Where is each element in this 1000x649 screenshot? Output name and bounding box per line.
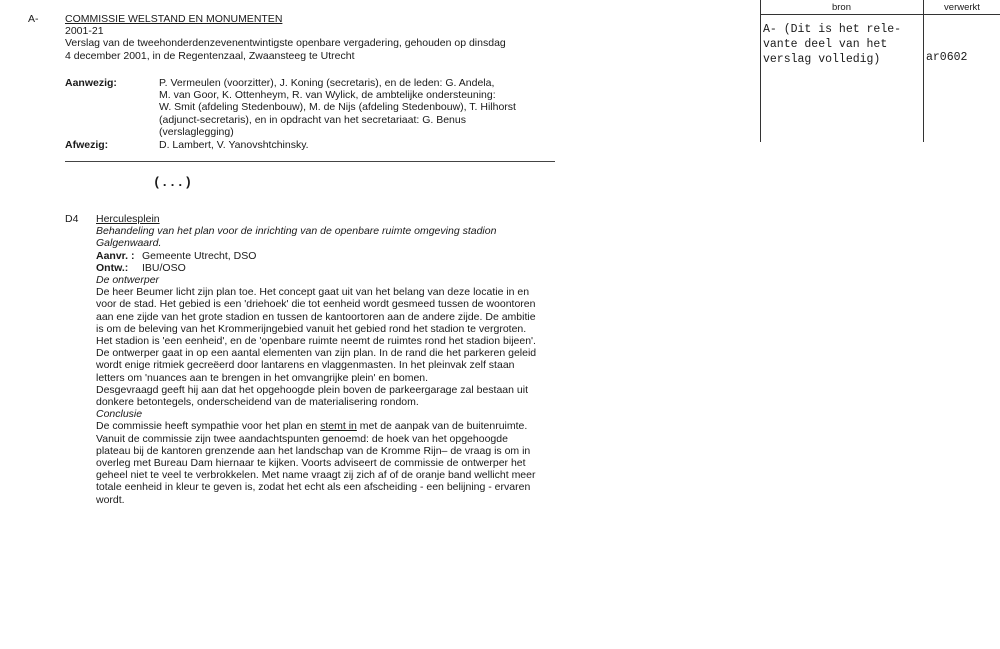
conclusion-paragraph-line: wordt.	[96, 493, 125, 506]
source-note-line: vante deel van het	[763, 38, 888, 51]
designer-heading: De ontwerper	[96, 274, 160, 287]
agenda-item	[96, 213, 536, 506]
source-note	[763, 22, 901, 67]
designer-paragraph-line: aan ene zijde van het grote stadion en tussen de kantoortoren aan de andere zijde. De ambitie	[96, 310, 536, 323]
designer-row	[96, 262, 536, 274]
conclusion-paragraph-line: overleg met Bureau Dam hiernaar te kijken. Voorts adviseert de commissie de ontwerper het	[96, 457, 526, 470]
source-column-header: bron	[831, 2, 851, 13]
report-line-2: 4 december 2001, in de Regentenzaal, Zwaansteeg te Utrecht	[65, 49, 355, 62]
item-code: D4	[65, 213, 79, 225]
designer-paragraph-line: De heer Beumer licht zijn plan toe. Het concept gaat uit van het belang van deze locatie in en	[96, 286, 530, 299]
present-line: W. Smit (afdeling Stedenbouw), M. de Nijs (afdeling Stedenbouw), T. Hilhorst	[159, 101, 516, 114]
commission-title: COMMISSIE WELSTAND EN MONUMENTEN	[65, 13, 283, 25]
conclusion-text: met de aanpak van de buitenruimte.	[356, 420, 528, 433]
source-table	[760, 0, 1000, 142]
table-border-left	[760, 0, 761, 142]
item-subtitle-line: Behandeling van het plan voor de inrichting van de openbare ruimte omgeving stadion	[96, 225, 497, 238]
absent-value: D. Lambert, V. Yanovshtchinsky.	[159, 139, 309, 151]
absent-label: Afwezig:	[65, 139, 109, 151]
applicant-row	[96, 250, 536, 262]
present-line: (verslaglegging)	[159, 125, 234, 138]
meeting-number: 2001-21	[65, 25, 104, 38]
designer-paragraph-line: Desgevraagd geeft hij aan dat het opgehoogde plein boven de parkeergarage zal bestaan uit	[96, 383, 528, 396]
source-note-line: verslag volledig)	[763, 53, 881, 66]
designer-paragraph-line: voor de stad. Het gebied is een 'driehoek' die tot eenheid wordt gesmeed tussen de woontoren	[96, 298, 536, 311]
omission-ellipsis: (...)	[153, 175, 193, 190]
conclusion-verdict: stemt in	[320, 420, 357, 433]
applicant-value: Gemeente Utrecht, DSO	[142, 249, 257, 262]
present-list	[159, 77, 516, 138]
designer-paragraph-line: is om de beleving van het Krommerijngebied vanuit het gebied rond het stadion te vergroten.	[96, 322, 527, 335]
present-line: M. van Goor, K. Ottenheym, R. van Wylick, de ambtelijke ondersteuning:	[159, 89, 496, 102]
conclusion-first-line	[96, 420, 536, 432]
table-column-divider	[923, 0, 924, 142]
report-line-1: Verslag van de tweehonderdenzevenentwintigste openbare vergadering, gehouden op dinsdag	[65, 37, 506, 50]
designer-paragraph-line: letters om 'nuances aan te brengen in het omvangrijke plein' en bomen.	[96, 371, 429, 384]
conclusion-paragraph-line: geheel niet te veel te verbrokkelen. Met name vraagt zij zich af of de oranje band wellicht meer	[96, 469, 536, 482]
item-title: Herculesplein	[96, 213, 160, 225]
present-line: P. Vermeulen (voorzitter), J. Koning (secretaris), en de leden: G. Andela,	[159, 77, 495, 89]
conclusion-heading: Conclusie	[96, 408, 143, 421]
conclusion-text: De commissie heeft sympathie voor het plan en	[96, 420, 321, 433]
conclusion-paragraph-line: plateau bij de kantoren grenzende aan het landschap van de Kromme Rijn– de vraag is om in	[96, 444, 531, 457]
designer-paragraph-line: De ontwerper gaat in op een aantal elementen van zijn plan. In de rand die het parkeren geleid	[96, 347, 537, 360]
designer-value: IBU/OSO	[142, 261, 186, 274]
applicant-label: Aanvr. :	[96, 249, 135, 262]
source-note-line: A- (Dit is het rele-	[763, 23, 902, 36]
margin-mark: A-	[28, 13, 39, 25]
document-header	[65, 13, 506, 62]
conclusion-paragraph-line: Vanuit de commissie zijn twee aandachtspunten genoemd: de hoek van het opgehoogde	[96, 432, 508, 445]
designer-paragraph-line: Het stadion is 'een eenheid', en de 'openbare ruimte neemt de ruimtes rond het stadion bijeen'.	[96, 335, 536, 348]
item-subtitle-line: Galgenwaard.	[96, 237, 162, 250]
conclusion-paragraph-line: totale eenheid in kleur te geven is, zodat het echt als een afscheiding - een belijning - ervaren	[96, 481, 531, 494]
designer-paragraph-line: donkere betontegels, onderscheidend van de materialisering rondom.	[96, 396, 419, 409]
processed-column-header: verwerkt	[944, 2, 980, 13]
processed-code: ar0602	[926, 51, 968, 64]
separator-rule	[65, 161, 555, 162]
designer-label: Ontw.:	[96, 261, 129, 274]
present-line: (adjunct-secretaris), en in opdracht van het secretariaat: G. Benus	[159, 113, 466, 126]
designer-paragraph-line: wordt enige ritmiek gecreëerd door lantarens en vlaggenmasten. In het pleinvak zelf staan	[96, 359, 515, 372]
present-label: Aanwezig:	[65, 77, 117, 89]
